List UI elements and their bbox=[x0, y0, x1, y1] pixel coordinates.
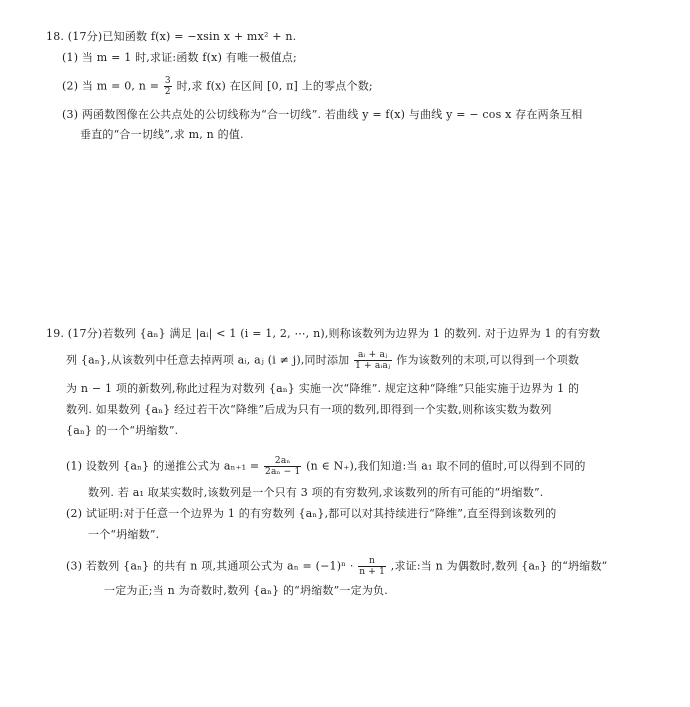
fraction-denominator: 1 + aᵢaⱼ bbox=[355, 361, 391, 371]
q19-part3-line1 bbox=[66, 556, 607, 577]
q19-part1-fraction bbox=[264, 456, 301, 477]
q18-points: (17分) bbox=[67, 30, 103, 43]
q19-stem-line5: {aₙ} 的一个“坍缩数”. bbox=[66, 424, 179, 437]
q19-number: 19. bbox=[46, 327, 65, 340]
q19-stem-text-2a: 列 {aₙ},从该数列中任意去掉两项 aᵢ, aⱼ (i ≠ j),同时添加 bbox=[66, 353, 350, 367]
q19-stem-line2 bbox=[66, 350, 579, 371]
q19-part3-text-b: ,求证:当 n 为偶数时,数列 {aₙ} 的“坍缩数” bbox=[390, 559, 608, 573]
q18-part3-line2: 垂直的“合一切线”,求 m, n 的值. bbox=[80, 128, 244, 141]
fraction-denominator: 2 bbox=[164, 87, 171, 97]
q19-part2-line1: (2) 试证明:对于任意一个边界为 1 的有穷数列 {aₙ},都可以对其持续进行“降维”,直至得到该数列的 bbox=[66, 507, 557, 520]
q18-part2 bbox=[62, 76, 373, 97]
q18-stem: 已知函数 f(x) = −xsin x + mx² + n. bbox=[102, 30, 297, 43]
fraction-numerator: 2aₙ bbox=[264, 456, 301, 467]
q18-part3-line1: (3) 两函数图像在公共点处的公切线称为“合一切线”. 若曲线 y = f(x) 与曲线 y = − cos x 存在两条互相 bbox=[62, 108, 583, 121]
fraction-numerator: n bbox=[358, 556, 386, 567]
q19-part3-fraction bbox=[358, 556, 386, 577]
q19-stem-line1 bbox=[46, 327, 600, 341]
q19-part1-text-a: (1) 设数列 {aₙ} 的递推公式为 aₙ₊₁ = bbox=[66, 459, 260, 473]
q19-part1-text-b: (n ∈ N₊),我们知道:当 a₁ 取不同的值时,可以得到不同的 bbox=[306, 459, 586, 473]
q18-part2-fraction bbox=[164, 76, 172, 97]
q19-stem-fraction bbox=[354, 350, 392, 371]
q18-part2-text-a: (2) 当 m = 0, n = bbox=[62, 79, 160, 93]
q19-part1-line1 bbox=[66, 456, 586, 477]
q19-stem-line4: 数列. 如果数列 {aₙ} 经过若干次“降维”后成为只有一项的数列,即得到一个实数,则称该实数为数列 bbox=[66, 403, 552, 416]
q19-stem-line3: 为 n − 1 项的新数列,称此过程为对数列 {aₙ} 实施一次“降维”. 规定这种“降维”只能实施于边界为 1 的 bbox=[66, 382, 580, 395]
q19-part3-line2: 一定为正;当 n 为奇数时,数列 {aₙ} 的“坍缩数”一定为负. bbox=[104, 584, 388, 597]
q18-stem-line bbox=[46, 30, 296, 44]
fraction-numerator: 3 bbox=[164, 76, 171, 86]
q18-part1: (1) 当 m = 1 时,求证:函数 f(x) 有唯一极值点; bbox=[62, 51, 297, 64]
q19-part3-text-a: (3) 若数列 {aₙ} 的共有 n 项,其通项公式为 aₙ = (−1)ⁿ · bbox=[66, 559, 354, 573]
q18-number: 18. bbox=[46, 30, 65, 43]
q19-points: (17分) bbox=[67, 327, 103, 340]
q19-part2-line2: 一个“坍缩数”. bbox=[88, 528, 160, 541]
q19-part1-line2: 数列. 若 a₁ 取某实数时,该数列是一个只有 3 项的有穷数列,求该数列的所有可能的“坍缩数”. bbox=[88, 486, 544, 499]
q19-stem-text-2b: 作为该数列的末项,可以得到一个项数 bbox=[396, 353, 580, 367]
fraction-denominator: 2aₙ − 1 bbox=[265, 467, 301, 477]
q18-part2-text-b: 时,求 f(x) 在区间 [0, π] 上的零点个数; bbox=[176, 79, 373, 93]
fraction-denominator: n + 1 bbox=[359, 567, 386, 577]
q19-stem-text-1: 若数列 {aₙ} 满足 |aᵢ| < 1 (i = 1, 2, ⋯, n),则称该数列为边界为 1 的数列. 对于边界为 1 的有穷数 bbox=[102, 327, 601, 340]
fraction-numerator: aᵢ + aⱼ bbox=[354, 350, 392, 361]
